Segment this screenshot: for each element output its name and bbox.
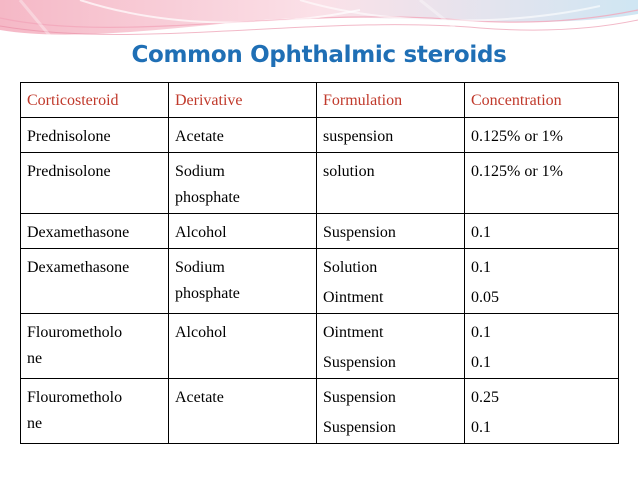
- cell-text: 0.125% or 1%: [471, 128, 563, 145]
- cell-text: 0.1: [471, 419, 491, 436]
- cell-text: Dexamethasone: [27, 259, 130, 276]
- cell-text: Prednisolone: [27, 128, 111, 145]
- corticosteroid-cell: [21, 314, 169, 379]
- derivative-cell: [169, 379, 317, 444]
- cell-text: 0.1: [471, 324, 491, 341]
- cell-text: solution: [323, 163, 375, 180]
- concentration-cell: [465, 118, 619, 153]
- cell-text: Sodium: [175, 259, 225, 276]
- derivative-cell: [169, 249, 317, 314]
- corticosteroid-cell: [21, 249, 169, 314]
- cell-text: 0.05: [471, 289, 499, 306]
- concentration-cell: [465, 214, 619, 249]
- formulation-cell: [317, 118, 465, 153]
- cell-text: 0.125% or 1%: [471, 163, 563, 180]
- cell-text: 0.1: [471, 354, 491, 371]
- cell-text: Suspension: [323, 419, 396, 436]
- table-header-row: [21, 83, 619, 118]
- cell-text: suspension: [323, 128, 394, 145]
- derivative-cell: [169, 118, 317, 153]
- table-row: [21, 314, 619, 379]
- corticosteroid-cell: [21, 379, 169, 444]
- table-row: [21, 153, 619, 214]
- corticosteroid-cell: [21, 214, 169, 249]
- column-header: Concentration: [465, 83, 619, 118]
- cell-text: Flourometholo: [27, 324, 123, 341]
- concentration-cell: [465, 379, 619, 444]
- cell-text: Sodium: [175, 163, 225, 180]
- concentration-cell: [465, 249, 619, 314]
- cell-text: phosphate: [175, 285, 240, 302]
- column-header: Corticosteroid: [21, 83, 169, 118]
- cell-text: Acetate: [175, 389, 224, 406]
- concentration-cell: [465, 153, 619, 214]
- cell-text: 0.1: [471, 259, 491, 276]
- cell-text: Dexamethasone: [27, 224, 130, 241]
- cell-text: ne: [27, 350, 43, 367]
- cell-text: 0.25: [471, 389, 499, 406]
- slide-title: Common Ophthalmic steroids: [131, 42, 507, 68]
- column-header: Formulation: [317, 83, 465, 118]
- cell-text: Suspension: [323, 389, 396, 406]
- cell-text: ne: [27, 415, 43, 432]
- formulation-cell: [317, 249, 465, 314]
- cell-text: Alcohol: [175, 224, 227, 241]
- cell-text: 0.1: [471, 224, 491, 241]
- table-row: [21, 118, 619, 153]
- table-row: [21, 249, 619, 314]
- table-row: [21, 379, 619, 444]
- cell-text: Suspension: [323, 224, 396, 241]
- cell-text: Solution: [323, 259, 378, 276]
- derivative-cell: [169, 214, 317, 249]
- steroids-table: [20, 82, 619, 444]
- derivative-cell: [169, 314, 317, 379]
- cell-text: Ointment: [323, 324, 384, 341]
- formulation-cell: [317, 153, 465, 214]
- cell-text: Prednisolone: [27, 163, 111, 180]
- column-header: Derivative: [169, 83, 317, 118]
- cell-text: phosphate: [175, 189, 240, 206]
- derivative-cell: [169, 153, 317, 214]
- table-row: [21, 214, 619, 249]
- cell-text: Acetate: [175, 128, 224, 145]
- cell-text: Suspension: [323, 354, 396, 371]
- cell-text: Alcohol: [175, 324, 227, 341]
- cell-text: Ointment: [323, 289, 384, 306]
- corticosteroid-cell: [21, 153, 169, 214]
- formulation-cell: [317, 314, 465, 379]
- corticosteroid-cell: [21, 118, 169, 153]
- concentration-cell: [465, 314, 619, 379]
- formulation-cell: [317, 379, 465, 444]
- formulation-cell: [317, 214, 465, 249]
- cell-text: Flourometholo: [27, 389, 123, 406]
